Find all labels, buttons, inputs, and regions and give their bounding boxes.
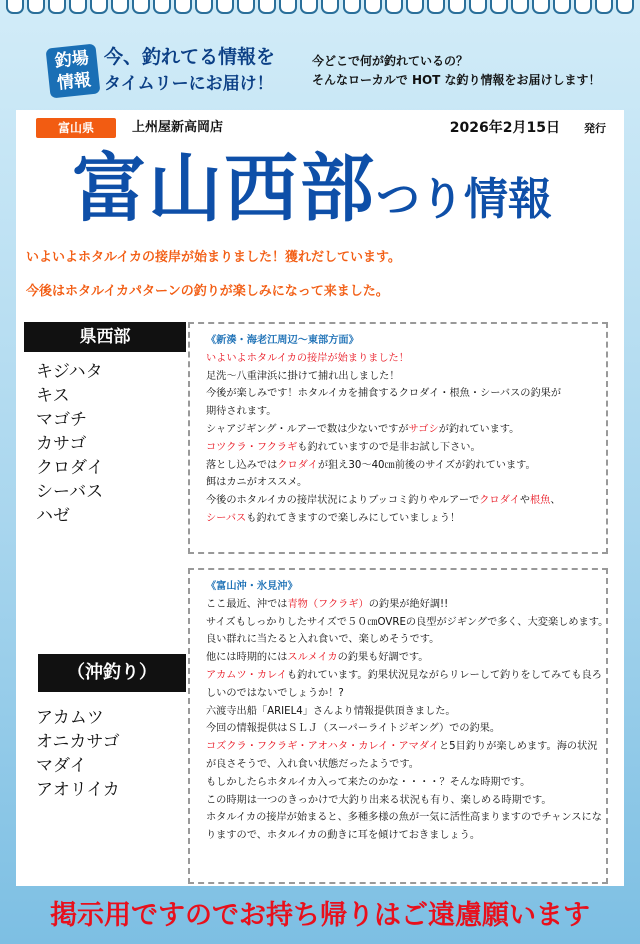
highlighted-text: 青物（フクラギ） — [287, 598, 369, 610]
highlighted-text: 根魚 — [529, 495, 551, 507]
report-line — [206, 685, 602, 703]
report-line — [206, 631, 602, 649]
binding-ring — [574, 0, 592, 14]
binding-ring — [6, 0, 24, 14]
fish-list-item: マダイ — [36, 756, 87, 776]
highlighted-text: クロダイ — [479, 495, 520, 507]
report-text: サイズもしっかりしたサイズで５０㎝OVREの良型がジギングで多く、大変楽しめます。 — [206, 616, 609, 628]
report-line — [206, 385, 602, 403]
region-label-offshore: （沖釣り） — [38, 654, 186, 692]
report-text: が良さそうで、入れ食い状態だったようです。 — [206, 758, 419, 770]
binding-ring — [132, 0, 150, 14]
binding-ring — [595, 0, 613, 14]
binding-ring — [553, 0, 571, 14]
binding-ring — [427, 0, 445, 14]
report-line — [206, 667, 602, 685]
report-line — [206, 350, 602, 368]
report-line — [206, 720, 602, 738]
title-sub: つり情報 — [376, 174, 552, 225]
report-line — [206, 809, 602, 827]
footer-notice: 掲示用ですのでお持ち帰りはご遠慮願います — [50, 900, 590, 931]
binding-ring — [279, 0, 297, 14]
highlighted-text: アカムツ・カレイ — [206, 669, 287, 681]
binding-ring — [300, 0, 318, 14]
report-text: 今回の情報提供はＳＬＪ（スーパーライトジギング）での釣果。 — [206, 723, 501, 735]
report-text: も釣れていますので是非お試し下さい。 — [297, 441, 481, 453]
report-text: も釣れてきますので楽しみにしていましょう！ — [246, 512, 461, 524]
binding-ring — [490, 0, 508, 14]
slogan-line-2: タイムリーにお届け！ — [104, 74, 274, 94]
info-bar — [36, 118, 606, 140]
report-heading-offshore: 《富山沖・氷見沖》 — [206, 581, 298, 592]
binding-ring — [237, 0, 255, 14]
binding-ring — [195, 0, 213, 14]
report-line — [206, 774, 602, 792]
region-label-west: 県西部 — [24, 322, 186, 352]
report-text: 今後が楽しみです！ホタルイカを捕食するクロダイ・根魚・シーバスの釣果が — [206, 388, 562, 400]
binding-rings — [0, 0, 640, 16]
report-text: 足洗～八重津浜に掛けて捕れ出しました！ — [206, 370, 400, 382]
binding-ring — [364, 0, 382, 14]
report-body-west — [206, 350, 602, 528]
tagline-line-2: そんなローカルで HOT な釣り情報をお届けします！ — [312, 73, 601, 87]
binding-ring — [469, 0, 487, 14]
binding-ring — [111, 0, 129, 14]
report-line — [206, 439, 602, 457]
highlighted-text: サゴシ — [408, 423, 439, 435]
tagline — [312, 52, 601, 90]
highlighted-text: クロダイ — [277, 459, 318, 471]
region-panel-west — [16, 318, 196, 550]
report-offshore — [206, 578, 609, 845]
report-line — [206, 457, 602, 475]
report-line — [206, 368, 602, 386]
report-line — [206, 649, 602, 667]
report-text: 落とし込みでは — [206, 459, 278, 471]
fish-list-item: キス — [36, 386, 70, 406]
logo-line-2: 情報 — [56, 70, 93, 94]
issue-date: 2026年2月15日 — [449, 120, 560, 136]
title-main: 富山西部 — [72, 146, 376, 232]
binding-ring — [406, 0, 424, 14]
report-text: しいのではないでしょうか！? — [206, 687, 344, 699]
report-text: ホタルイカの接岸が始まると、多種多様の魚が一気に活性高まりますのでチャンスにな — [206, 812, 602, 824]
fish-list-item: アオリイカ — [36, 780, 120, 800]
report-line — [206, 792, 602, 810]
report-line — [206, 403, 602, 421]
fishing-info-logo — [46, 44, 101, 99]
binding-ring — [48, 0, 66, 14]
fish-list-item: ハゼ — [36, 506, 70, 526]
report-heading-west: 《新湊・海老江周辺～東部方面》 — [206, 335, 359, 346]
report-line — [206, 614, 609, 632]
binding-ring — [90, 0, 108, 14]
report-text: が狙え30～40㎝前後のサイズが釣れています。 — [317, 459, 536, 471]
report-line — [206, 474, 602, 492]
binding-ring — [511, 0, 529, 14]
report-line — [206, 756, 602, 774]
prefecture-badge: 富山県 — [36, 118, 116, 138]
report-sheet — [16, 110, 624, 886]
report-text: と5目釣りが楽しめます。海の状況 — [438, 741, 598, 753]
report-text: 期待されます。 — [206, 406, 277, 418]
header — [0, 28, 640, 108]
report-box-offshore — [188, 568, 608, 884]
binding-ring — [174, 0, 192, 14]
report-line — [206, 510, 602, 528]
slogan — [104, 44, 304, 98]
fish-list-item: アカムツ — [36, 708, 104, 728]
report-text: ここ最近、沖では — [206, 598, 288, 610]
headline-2: 今後はホタルイカパターンの釣りが楽しみになって来ました。 — [26, 284, 389, 299]
report-line — [206, 703, 602, 721]
highlighted-text: スルメイカ — [287, 652, 338, 664]
report-text: 餌はカニがオススメ。 — [206, 477, 308, 489]
highlighted-text: いよいよホタルイカの接岸が始まりました！ — [206, 352, 409, 364]
binding-ring — [153, 0, 171, 14]
report-text: シャアジギング・ルアーで数は少ないですが — [206, 423, 409, 435]
fish-list-item: オニカサゴ — [36, 732, 120, 752]
report-text: の釣果が絶好調!! — [368, 598, 449, 610]
report-line — [206, 596, 602, 614]
region-panel-offshore — [16, 568, 196, 864]
logo-line-1: 釣場 — [53, 48, 90, 72]
binding-ring — [343, 0, 361, 14]
report-text: 良い群れに当たると入れ食いで、楽しめそうです。 — [206, 634, 440, 646]
binding-ring — [448, 0, 466, 14]
report-text: が釣れています。 — [438, 423, 520, 435]
report-line — [206, 421, 602, 439]
binding-ring — [258, 0, 276, 14]
page-title — [72, 144, 552, 234]
highlighted-text: コズクラ・フクラギ・アオハタ・カレイ・アマダイ — [206, 741, 439, 753]
fish-list-item: シーバス — [36, 482, 104, 502]
binding-ring — [216, 0, 234, 14]
highlighted-text: シーバス — [206, 512, 247, 524]
report-text: この時期は一つのきっかけで大釣り出来る状況も有り、楽しめる時期です。 — [206, 794, 552, 806]
report-text: や — [519, 495, 530, 507]
fish-list-item: クロダイ — [36, 458, 104, 478]
highlighted-text: コツクラ・フクラギ — [206, 441, 298, 453]
binding-ring — [321, 0, 339, 14]
store-name: 上州屋新高岡店 — [132, 120, 224, 135]
report-text: 今後のホタルイカの接岸状況によりブッコミ釣りやルアーで — [206, 495, 480, 507]
report-text: の釣果も好調です。 — [337, 652, 429, 664]
fish-list-item: マゴチ — [36, 410, 87, 430]
binding-ring — [69, 0, 87, 14]
report-west — [206, 332, 602, 528]
binding-ring — [27, 0, 45, 14]
report-box-west — [188, 322, 608, 554]
report-body-offshore — [206, 596, 609, 845]
issued-label: 発行 — [584, 122, 606, 135]
report-text: 、 — [550, 495, 561, 507]
report-text: もしかしたらホタルイカ入って来たのかな・・・・？そんな時期です。 — [206, 776, 531, 788]
slogan-line-1: 今、釣れてる情報を — [104, 46, 276, 68]
binding-ring — [532, 0, 550, 14]
report-text: も釣れています。釣果状況見ながらリレーして釣りをしてみても良ろ — [286, 669, 602, 681]
report-text: 他には時期的には — [206, 652, 288, 664]
report-text: 六渡寺出船「ARIEL4」さんより情報提供頂きました。 — [206, 705, 456, 717]
fish-list-item: キジハタ — [36, 362, 103, 382]
binding-ring — [385, 0, 403, 14]
report-line — [206, 827, 602, 845]
report-line — [206, 738, 602, 756]
headline-1: いよいよホタルイカの接岸が始まりました！獲れだしています。 — [26, 250, 401, 265]
tagline-line-1: 今どこで何が釣れているの？ — [312, 54, 469, 68]
report-line — [206, 492, 602, 510]
fish-list-item: カサゴ — [36, 434, 87, 454]
binding-ring — [616, 0, 634, 14]
report-text: りますので、ホタルイカの動きに耳を傾けておきましょう。 — [206, 830, 481, 842]
